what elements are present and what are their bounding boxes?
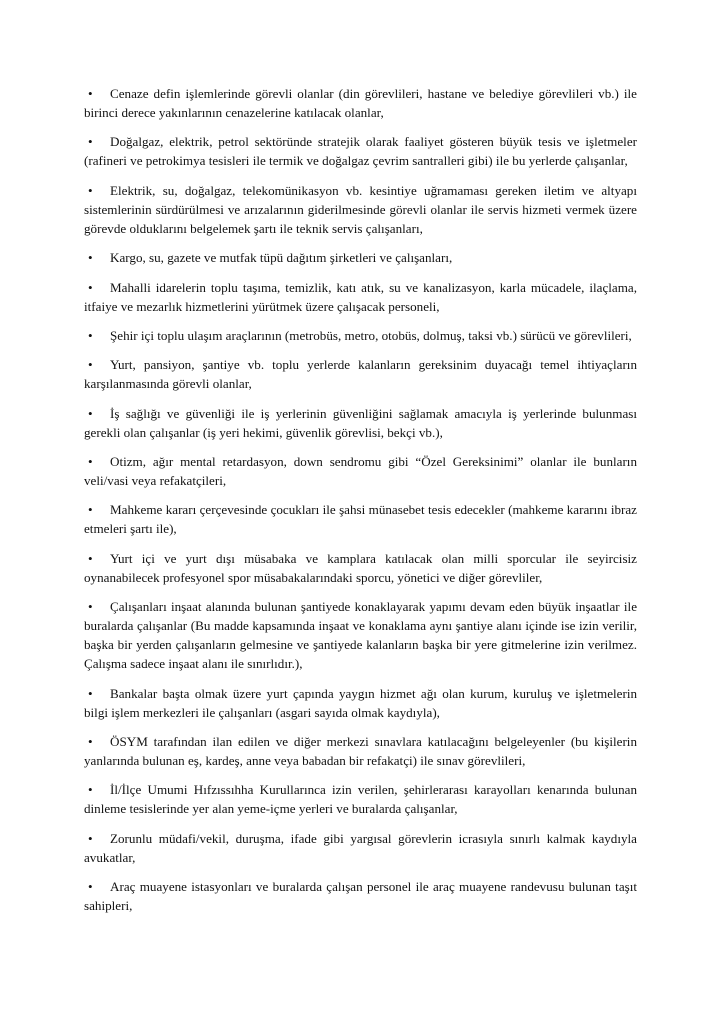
list-item-text: İl/İlçe Umumi Hıfzıssıhha Kurullarınca izin verilen, şehirlerarası karayolları kenarında bulunan dinleme tesislerinde yer alan yeme-içme yerleri ve buralarda çalışanlar, <box>84 782 637 817</box>
bullet-icon: • <box>88 782 93 798</box>
list-item-text: Şehir içi toplu ulaşım araçlarının (metrobüs, metro, otobüs, dolmuş, taksi vb.) sürücü ve görevlileri, <box>110 327 632 343</box>
list-item <box>84 684 637 722</box>
bullet-icon: • <box>88 357 93 373</box>
bullet-icon: • <box>88 453 93 469</box>
list-item <box>84 732 637 770</box>
list-item <box>84 326 637 345</box>
bullet-icon: • <box>88 550 93 566</box>
bullet-icon: • <box>88 685 93 701</box>
bullet-icon: • <box>88 733 93 749</box>
list-item <box>84 780 637 818</box>
list-item <box>84 549 637 587</box>
list-item <box>84 500 637 538</box>
bullet-icon: • <box>88 182 93 198</box>
list-item-text: Mahkeme kararı çerçevesinde çocukları ile şahsi münasebet tesis edecekler (mahkeme kararını ibraz etmeleri şartı ile), <box>84 502 637 537</box>
list-item-text: Yurt, pansiyon, şantiye vb. toplu yerlerde kalanların gereksinim duyacağı temel ihtiyaçların karşılanmasında görevli olanlar, <box>84 357 637 392</box>
list-item-text: Otizm, ağır mental retardasyon, down sendromu gibi “Özel Gereksinimi” olanlar ile bunların veli/vasi veya refakatçileri, <box>84 453 637 488</box>
list-item <box>84 132 637 170</box>
list-item-text: Yurt içi ve yurt dışı müsabaka ve kamplara katılacak olan milli sporcular ile seyircisiz oynanabilecek profesyonel spor müsabakalarındaki sporcu, yönetici ve diğer görevliler, <box>84 550 637 585</box>
list-item-text: Doğalgaz, elektrik, petrol sektöründe stratejik olarak faaliyet gösteren büyük tesis ve işletmeler (rafineri ve petrokimya tesisleri ile termik ve doğalgaz çevrim santralleri gibi) ile bu yerlerde çalışanlar, <box>84 134 637 169</box>
list-item <box>84 248 637 267</box>
bullet-icon: • <box>88 502 93 518</box>
list-item <box>84 355 637 393</box>
list-item-text: Çalışanları inşaat alanında bulunan şantiyede konaklayarak yapımı devam eden büyük inşaatlar ile buralarda çalışanlar (Bu madde kapsamında inşaat ve konaklama aynı şantiye alanı içinde ise izin verilir, başka bir yerden çalışanların gelmesine ve şantiyede kalanların başka bir yere gitmelerine izin verilmez. Çalışma sadece inşaat alanı ile sınırlıdır.), <box>84 599 637 672</box>
list-item <box>84 278 637 316</box>
list-item <box>84 181 637 238</box>
list-item-text: Zorunlu müdafi/vekil, duruşma, ifade gibi yargısal görevlerin icrasıyla sınırlı kalmak kaydıyla avukatlar, <box>84 830 637 865</box>
bullet-icon: • <box>88 134 93 150</box>
list-item <box>84 404 637 442</box>
list-item <box>84 452 637 490</box>
list-item <box>84 877 637 915</box>
list-item-text: Mahalli idarelerin toplu taşıma, temizlik, katı atık, su ve kanalizasyon, karla mücadele, ilaçlama, itfaiye ve mezarlık hizmetlerini yürütmek üzere çalışacak personeli, <box>84 279 637 314</box>
list-item-text: Kargo, su, gazete ve mutfak tüpü dağıtım şirketleri ve çalışanları, <box>110 250 453 266</box>
list-item-text: İş sağlığı ve güvenliği ile iş yerlerinin güvenliğini sağlamak amacıyla iş yerlerinde bulunması gerekli olan çalışanlar (iş yeri hekimi, güvenlik görevlisi, bekçi vb.), <box>84 405 637 440</box>
list-item <box>84 829 637 867</box>
list-item <box>84 84 637 122</box>
list-item <box>84 597 637 673</box>
bullet-icon: • <box>88 599 93 615</box>
bullet-icon: • <box>88 830 93 846</box>
list-item-text: ÖSYM tarafından ilan edilen ve diğer merkezi sınavlara katılacağını belgeleyenler (bu kişilerin yanlarında bulunan eş, kardeş, anne veya babadan bir refakatçi) ile sınav görevlileri, <box>84 733 637 769</box>
list-item-text: Araç muayene istasyonları ve buralarda çalışan personel ile araç muayene randevusu bulunan taşıt sahipleri, <box>84 879 637 914</box>
bullet-icon: • <box>88 405 93 421</box>
list-item-text: Bankalar başta olmak üzere yurt çapında yaygın hizmet ağı olan kurum, kuruluş ve işletmelerin bilgi işlem merkezleri ile çalışanları (asgari sayıda olmak kaydıyla), <box>84 685 637 720</box>
bullet-icon: • <box>88 250 93 266</box>
bullet-icon: • <box>88 879 93 895</box>
bullet-icon: • <box>88 279 93 295</box>
bullet-icon: • <box>88 327 93 343</box>
list-item-text: Elektrik, su, doğalgaz, telekomünikasyon vb. kesintiye uğramaması gereken iletim ve altyapı sistemlerinin sürdürülmesi ve arızalarının giderilmesinde görevli olanlar ile servis hizmeti vermek üzere görevde olduklarını belgelemek şartı ile teknik servis çalışanları, <box>84 182 637 236</box>
bullet-list <box>84 84 637 925</box>
list-item-text: Cenaze defin işlemlerinde görevli olanlar (din görevlileri, hastane ve belediye görevlileri vb.) ile birinci derece yakınlarının cenazelerine katılacak olanlar, <box>84 86 637 121</box>
bullet-icon: • <box>88 86 93 101</box>
